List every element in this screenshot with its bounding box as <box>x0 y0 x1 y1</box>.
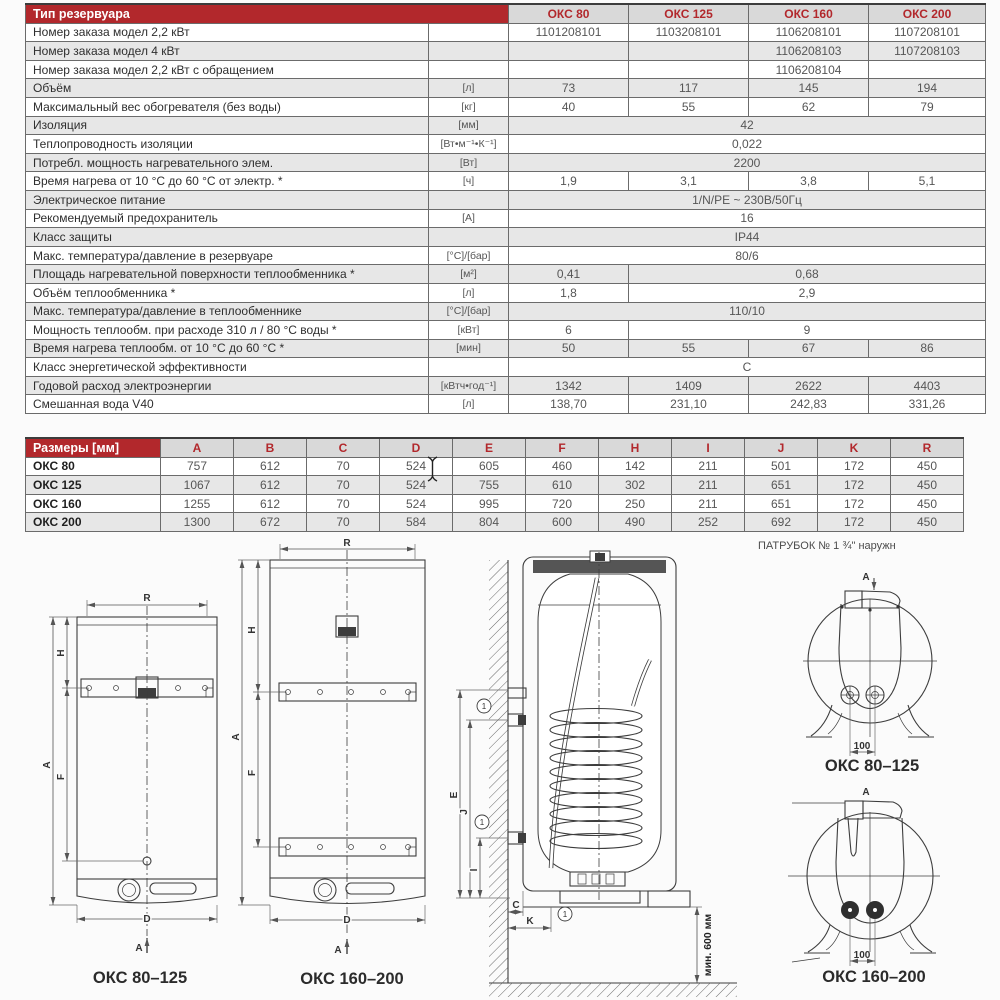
spec-value-cell: 80/6 <box>509 246 986 265</box>
spec-row <box>26 358 986 377</box>
dim-label-100: 100 <box>853 950 871 961</box>
spec-value-cell: 0,41 <box>509 265 629 284</box>
spec-row-label: Максимальный вес обогревателя (без воды) <box>26 97 429 116</box>
spec-row <box>26 228 986 247</box>
dim-value-cell: 250 <box>599 494 672 513</box>
spec-row-unit <box>429 190 509 209</box>
spec-value-cell: 2,9 <box>629 283 986 302</box>
spec-value-cell: 42 <box>509 116 986 135</box>
dim-value-cell: 1255 <box>161 494 234 513</box>
spec-row <box>26 209 986 228</box>
caption-top-small: ОКС 80–125 <box>824 757 920 775</box>
dim-header-row <box>26 438 964 457</box>
callout-1: 1 <box>479 818 485 827</box>
dim-value-cell: 757 <box>161 457 234 476</box>
spec-value-cell: 40 <box>509 97 629 116</box>
dim-label-h: H <box>56 649 67 657</box>
spec-value-cell: 1107208101 <box>869 23 986 42</box>
spec-row <box>26 42 986 61</box>
section-mark: А <box>135 943 143 954</box>
spec-row-label: Изоляция <box>26 116 429 135</box>
spec-header-row <box>26 4 986 23</box>
text-cursor <box>426 455 439 483</box>
dim-value-cell: 651 <box>745 494 818 513</box>
spec-value-cell: 231,10 <box>629 395 749 414</box>
dim-label-f: F <box>247 769 258 777</box>
dim-row <box>26 494 964 513</box>
dim-value-cell: 450 <box>891 513 964 532</box>
spec-row-unit <box>429 23 509 42</box>
spec-value-cell: 3,1 <box>629 172 749 191</box>
spec-row-label: Мощность теплообм. при расходе 310 л / 80 °С воды * <box>26 321 429 340</box>
dim-value-cell: 692 <box>745 513 818 532</box>
dim-value-cell: 450 <box>891 476 964 495</box>
spec-row-unit: [°С]/[бар] <box>429 302 509 321</box>
dim-column-header: A <box>161 438 234 457</box>
dim-value-cell: 460 <box>526 457 599 476</box>
dim-value-cell: 70 <box>307 476 380 495</box>
spec-value-cell: 0,022 <box>509 135 986 154</box>
spec-row-unit: [мм] <box>429 116 509 135</box>
spec-value-cell: 4403 <box>869 376 986 395</box>
spec-row <box>26 190 986 209</box>
section-mark: А <box>862 572 870 583</box>
dimensions-table <box>25 437 964 532</box>
dim-value-cell: 672 <box>234 513 307 532</box>
front-view-oks-80-125 <box>42 593 217 987</box>
dim-value-cell: 302 <box>599 476 672 495</box>
spec-value-cell: 3,8 <box>749 172 869 191</box>
spec-row <box>26 283 986 302</box>
spec-row <box>26 395 986 414</box>
spec-row <box>26 265 986 284</box>
spec-value-cell: 5,1 <box>869 172 986 191</box>
spec-row-label: Время нагрева от 10 °С до 60 °С от электр. * <box>26 172 429 191</box>
dim-value-cell: 211 <box>672 476 745 495</box>
dim-value-cell: 252 <box>672 513 745 532</box>
dim-column-header: C <box>307 438 380 457</box>
dim-value-cell: 142 <box>599 457 672 476</box>
spec-row <box>26 246 986 265</box>
dim-value-cell: 610 <box>526 476 599 495</box>
spec-row-unit: [л] <box>429 79 509 98</box>
spec-column-header: ОКС 160 <box>749 4 869 23</box>
spec-value-cell: 1106208104 <box>749 60 869 79</box>
spec-column-header: ОКС 200 <box>869 4 986 23</box>
dim-value-cell: 755 <box>453 476 526 495</box>
spec-value-cell: 79 <box>869 97 986 116</box>
cross-section-view <box>449 551 737 997</box>
dim-value-cell: 70 <box>307 513 380 532</box>
dim-value-cell: 600 <box>526 513 599 532</box>
spec-row-unit: [мин] <box>429 339 509 358</box>
spec-value-cell: 1106208101 <box>749 23 869 42</box>
spec-row <box>26 302 986 321</box>
spec-row-label: Годовой расход электроэнергии <box>26 376 429 395</box>
spec-value-cell: 0,68 <box>629 265 986 284</box>
spec-value-cell: 1/N/PE ~ 230В/50Гц <box>509 190 986 209</box>
spec-value-cell <box>509 60 629 79</box>
dim-column-header: I <box>672 438 745 457</box>
spec-value-cell: 1101208101 <box>509 23 629 42</box>
dim-value-cell: 605 <box>453 457 526 476</box>
dim-value-cell: 584 <box>380 513 453 532</box>
front-view-oks-160-200 <box>231 538 425 988</box>
spec-value-cell: 55 <box>629 339 749 358</box>
spec-value-cell <box>509 42 629 61</box>
dim-value-cell: 995 <box>453 494 526 513</box>
dim-column-header: J <box>745 438 818 457</box>
pipe-note: ПАТРУБОК № 1 ¾" наружн <box>758 540 896 552</box>
spec-row-label: Номер заказа модел 2,2 кВт с обращением <box>26 60 429 79</box>
spec-row-label: Объём <box>26 79 429 98</box>
spec-value-cell: 6 <box>509 321 629 340</box>
spec-row-label: Рекомендуемый предохранитель <box>26 209 429 228</box>
spec-row-label: Класс защиты <box>26 228 429 247</box>
spec-value-cell: 145 <box>749 79 869 98</box>
spec-value-cell: 2622 <box>749 376 869 395</box>
dim-value-cell: 172 <box>818 494 891 513</box>
dim-value-cell: 172 <box>818 476 891 495</box>
spec-value-cell <box>629 42 749 61</box>
dim-label-e: E <box>449 791 460 799</box>
spec-value-cell: 1409 <box>629 376 749 395</box>
dim-value-cell: 524 <box>380 457 453 476</box>
spec-column-header: ОКС 80 <box>509 4 629 23</box>
section-mark: А <box>334 945 342 956</box>
spec-row-unit: [ч] <box>429 172 509 191</box>
spec-column-header: ОКС 125 <box>629 4 749 23</box>
dim-label-d: D <box>343 915 351 926</box>
dim-value-cell: 450 <box>891 494 964 513</box>
spec-row-label: Потребл. мощность нагревательного элем. <box>26 153 429 172</box>
spec-row-unit <box>429 60 509 79</box>
dim-label-f: F <box>56 773 67 781</box>
spec-row-unit: [°С]/[бар] <box>429 246 509 265</box>
spec-row-label: Электрическое питание <box>26 190 429 209</box>
spec-value-cell: 117 <box>629 79 749 98</box>
dim-row <box>26 513 964 532</box>
spec-row-label: Макс. температура/давление в резервуаре <box>26 246 429 265</box>
spec-row <box>26 135 986 154</box>
spec-row <box>26 376 986 395</box>
dim-value-cell: 612 <box>234 476 307 495</box>
spec-row-label: Площадь нагревательной поверхности теплообменника * <box>26 265 429 284</box>
min-clearance-label: мин. 600 мм <box>702 913 714 977</box>
spec-row-unit <box>429 42 509 61</box>
spec-value-cell: 1106208103 <box>749 42 869 61</box>
dim-column-header: H <box>599 438 672 457</box>
spec-row-unit: [л] <box>429 283 509 302</box>
spec-row-label: Макс. температура/давление в теплообменнике <box>26 302 429 321</box>
spec-row-unit <box>429 358 509 377</box>
spec-row <box>26 153 986 172</box>
dim-value-cell: 172 <box>818 513 891 532</box>
spec-row <box>26 321 986 340</box>
dim-value-cell: 172 <box>818 457 891 476</box>
dim-value-cell: 612 <box>234 457 307 476</box>
dim-value-cell: 1300 <box>161 513 234 532</box>
spec-table-title: Тип резервуара <box>26 4 509 23</box>
spec-row <box>26 79 986 98</box>
spec-row <box>26 116 986 135</box>
dim-value-cell: 70 <box>307 494 380 513</box>
spec-row <box>26 97 986 116</box>
dim-value-cell: 524 <box>380 476 453 495</box>
dim-row <box>26 457 964 476</box>
dim-row <box>26 476 964 495</box>
dim-label-d: D <box>143 914 151 925</box>
spec-row-unit: [м²] <box>429 265 509 284</box>
spec-row-label: Номер заказа модел 4 кВт <box>26 42 429 61</box>
dim-label-i: I <box>469 868 480 872</box>
dim-column-header: E <box>453 438 526 457</box>
spec-value-cell: IP44 <box>509 228 986 247</box>
spec-row-unit: [кг] <box>429 97 509 116</box>
spec-row <box>26 60 986 79</box>
spec-row-label: Класс энергетической эффективности <box>26 358 429 377</box>
spec-value-cell: 1107208103 <box>869 42 986 61</box>
dim-column-header: B <box>234 438 307 457</box>
dim-column-header: F <box>526 438 599 457</box>
dim-label-r: R <box>343 538 351 549</box>
spec-row-unit: [кВтч•год⁻¹] <box>429 376 509 395</box>
dim-value-cell: 450 <box>891 457 964 476</box>
section-mark: А <box>862 787 870 798</box>
spec-value-cell: 242,83 <box>749 395 869 414</box>
spec-value-cell: 138,70 <box>509 395 629 414</box>
spec-value-cell <box>869 60 986 79</box>
dim-row-label: ОКС 200 <box>26 513 161 532</box>
spec-value-cell: 9 <box>629 321 986 340</box>
spec-row <box>26 23 986 42</box>
spec-row-unit: [А] <box>429 209 509 228</box>
spec-row-unit <box>429 228 509 247</box>
spec-value-cell: С <box>509 358 986 377</box>
technical-drawings <box>0 530 1000 1000</box>
spec-value-cell: 331,26 <box>869 395 986 414</box>
dim-value-cell: 490 <box>599 513 672 532</box>
spec-value-cell: 55 <box>629 97 749 116</box>
spec-table <box>25 3 986 414</box>
dim-column-header: D <box>380 438 453 457</box>
dim-value-cell: 211 <box>672 494 745 513</box>
spec-value-cell: 194 <box>869 79 986 98</box>
spec-row-unit: [Вт•м⁻¹•К⁻¹] <box>429 135 509 154</box>
dim-value-cell: 651 <box>745 476 818 495</box>
dim-value-cell: 211 <box>672 457 745 476</box>
dim-table-title: Размеры [мм] <box>26 438 161 457</box>
dim-label-r: R <box>143 593 151 604</box>
dim-value-cell: 524 <box>380 494 453 513</box>
caption-front-large: ОКС 160–200 <box>300 970 404 988</box>
dim-label-h: H <box>247 626 258 634</box>
dim-value-cell: 70 <box>307 457 380 476</box>
dim-label-100: 100 <box>853 741 871 752</box>
spec-value-cell: 73 <box>509 79 629 98</box>
dim-value-cell: 720 <box>526 494 599 513</box>
spec-value-cell: 2200 <box>509 153 986 172</box>
dim-column-header: K <box>818 438 891 457</box>
spec-value-cell: 16 <box>509 209 986 228</box>
dim-row-label: ОКС 80 <box>26 457 161 476</box>
dim-label-a: A <box>231 733 242 741</box>
spec-row-unit: [кВт] <box>429 321 509 340</box>
spec-value-cell: 1,8 <box>509 283 629 302</box>
caption-front-small: ОКС 80–125 <box>92 969 188 987</box>
caption-top-large: ОКС 160–200 <box>822 968 926 986</box>
spec-value-cell: 67 <box>749 339 869 358</box>
spec-value-cell: 86 <box>869 339 986 358</box>
dim-column-header: R <box>891 438 964 457</box>
dim-label-k: K <box>526 916 534 927</box>
top-view-oks-160-200 <box>788 787 940 986</box>
spec-row-unit: [Вт] <box>429 153 509 172</box>
spec-value-cell: 1,9 <box>509 172 629 191</box>
spec-value-cell: 62 <box>749 97 869 116</box>
dim-label-j: J <box>459 809 470 815</box>
dim-row-label: ОКС 160 <box>26 494 161 513</box>
spec-row <box>26 172 986 191</box>
callout-1: 1 <box>481 702 487 711</box>
spec-value-cell: 1103208101 <box>629 23 749 42</box>
dim-value-cell: 612 <box>234 494 307 513</box>
callout-1: 1 <box>562 910 568 919</box>
spec-row <box>26 339 986 358</box>
dim-value-cell: 501 <box>745 457 818 476</box>
top-view-oks-80-125 <box>803 572 937 775</box>
spec-value-cell: 1342 <box>509 376 629 395</box>
spec-value-cell <box>629 60 749 79</box>
spec-row-label: Время нагрева теплообм. от 10 °С до 60 °С * <box>26 339 429 358</box>
spec-row-label: Объём теплообменника * <box>26 283 429 302</box>
dim-row-label: ОКС 125 <box>26 476 161 495</box>
dim-label-c: C <box>512 900 520 911</box>
dim-value-cell: 804 <box>453 513 526 532</box>
spec-row-label: Смешанная вода V40 <box>26 395 429 414</box>
spec-row-label: Теплопроводность изоляции <box>26 135 429 154</box>
dim-label-a: A <box>42 761 53 769</box>
spec-row-label: Номер заказа модел 2,2 кВт <box>26 23 429 42</box>
spec-row-unit: [л] <box>429 395 509 414</box>
spec-value-cell: 110/10 <box>509 302 986 321</box>
spec-value-cell: 50 <box>509 339 629 358</box>
dim-value-cell: 1067 <box>161 476 234 495</box>
